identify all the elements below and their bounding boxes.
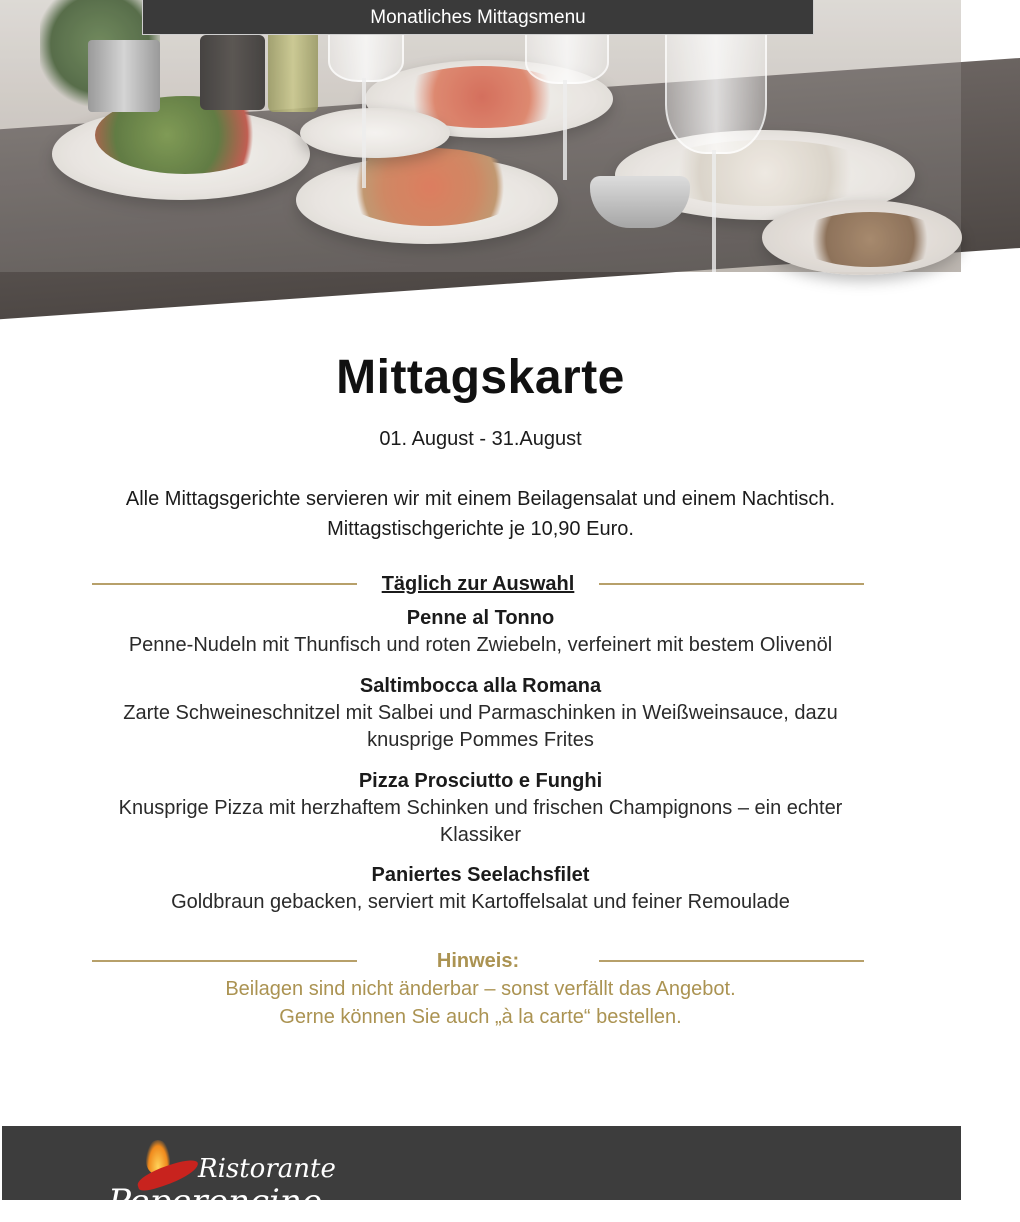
note-line: Beilagen sind nicht änderbar – sonst verfällt das Angebot.: [225, 978, 736, 1000]
intro-text: [0, 484, 961, 544]
dish-description: Goldbraun gebacken, serviert mit Kartoffelsalat und feiner Remoulade: [171, 891, 790, 913]
date-range: 01. August - 31.August: [379, 428, 582, 450]
logo-name-text: Peperoncino: [108, 1182, 323, 1222]
dish-description: Penne-Nudeln mit Thunfisch und roten Zwiebeln, verfeinert mit bestem Olivenöl: [128, 634, 833, 656]
menu-item: [90, 768, 871, 849]
hero-photo: [0, 0, 961, 272]
hero-overlay: [0, 0, 961, 272]
note-heading: Hinweis:: [436, 950, 520, 972]
intro-line: Alle Mittagsgerichte servieren wir mit einem Beilagensalat und einem Nachtisch.: [125, 488, 836, 510]
divider-line-left: [92, 583, 357, 585]
menu-item: [90, 862, 871, 916]
divider-line-right: [599, 583, 864, 585]
page-title: Mittagskarte: [336, 351, 625, 404]
menu-item: [90, 605, 871, 659]
dish-name: Paniertes Seelachsfilet: [371, 864, 590, 886]
restaurant-logo: [108, 1140, 336, 1222]
note-text: [0, 975, 961, 1031]
divider-line-right: [599, 960, 864, 962]
note-line: Gerne können Sie auch „à la carte“ bestellen.: [279, 1006, 682, 1028]
note-divider: [92, 946, 864, 976]
price-line: Mittagstischgerichte je 10,90 Euro.: [327, 518, 634, 540]
dish-name: Pizza Prosciutto e Funghi: [358, 770, 603, 792]
menu-item: [90, 673, 871, 754]
logo-script-text: Ristorante: [198, 1154, 336, 1184]
divider-line-left: [92, 960, 357, 962]
dish-description: Klassiker: [439, 824, 522, 846]
dish-name: Saltimbocca alla Romana: [359, 675, 602, 697]
section-divider: [92, 569, 864, 599]
section-heading: Täglich zur Auswahl: [381, 573, 575, 595]
dish-description: knusprige Pommes Frites: [367, 729, 594, 751]
dish-description: Zarte Schweineschnitzel mit Salbei und Parmaschinken in Weißweinsauce, dazu: [123, 702, 838, 724]
dish-description: Knusprige Pizza mit herzhaftem Schinken und frischen Champignons – ein echter: [118, 797, 843, 819]
dish-name: Penne al Tonno: [406, 607, 555, 629]
monthly-menu-banner: Monatliches Mittagsmenu: [142, 0, 814, 35]
